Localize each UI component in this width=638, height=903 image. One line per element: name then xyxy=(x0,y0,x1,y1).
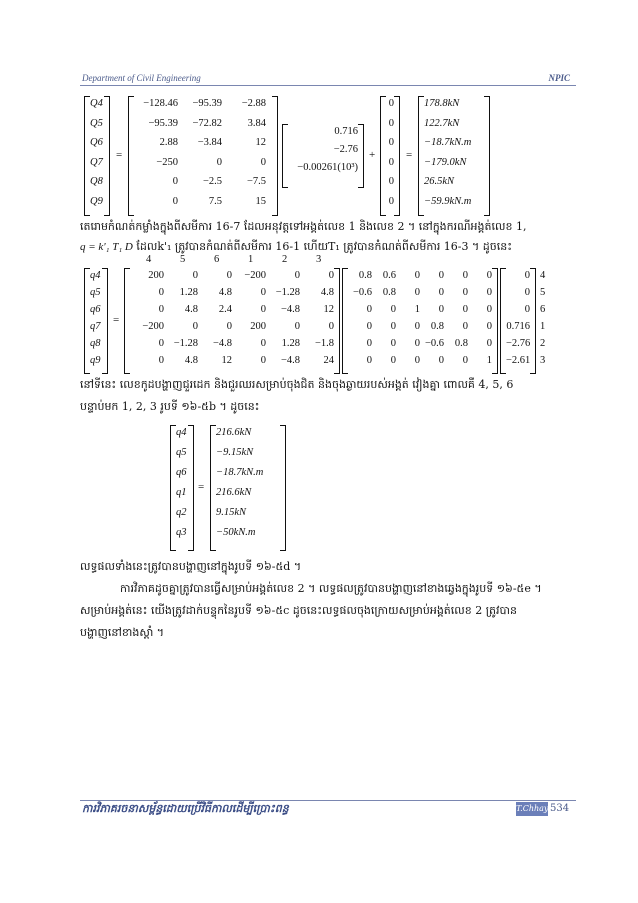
eq1-result-entry: 178.8kN xyxy=(424,98,460,109)
eq2-k-entry: −1.8 xyxy=(314,338,334,349)
eq2-t-entry: 0 xyxy=(486,321,492,332)
eq2-k-entry: 0 xyxy=(192,321,198,332)
header-divider xyxy=(80,85,576,86)
eq1-disp-entry: 0.716 xyxy=(334,126,358,137)
eq1-lhs-vector xyxy=(84,96,110,216)
eq1-disp-entry: −0.00261(10³) xyxy=(297,162,358,173)
eq1-matrix-entry: −250 xyxy=(156,156,178,168)
eq2-t-entry: 0.8 xyxy=(358,270,372,281)
eq1-zero-entry: 0 xyxy=(388,98,394,109)
eq2-t-entry: 0 xyxy=(414,338,420,349)
eq2-k-entry: 0 xyxy=(260,287,266,298)
eq2-column-code: 2 xyxy=(282,254,288,265)
eq2-t-entry: 0 xyxy=(390,355,396,366)
eq1-matrix-entry: −128.46 xyxy=(143,98,178,109)
eq2-row-code: 6 xyxy=(540,304,546,315)
eq2-t-entry: 0 xyxy=(414,287,420,298)
eq1-matrix xyxy=(128,96,278,216)
paragraph-2-formula: q = k'₁ T₁ D xyxy=(80,241,133,253)
eq2-d-entry: 0 xyxy=(524,270,530,281)
eq1-lhs-entry: Q6 xyxy=(90,137,103,148)
eq2-d-entry: 0.716 xyxy=(506,321,530,332)
eq1-lhs-entry: Q9 xyxy=(90,195,103,207)
eq2-k-entry: 4.8 xyxy=(320,287,334,298)
eq2-t-entry: 0 xyxy=(390,321,396,332)
eq2-column-code: 6 xyxy=(214,254,220,265)
eq2-k-entry: 0 xyxy=(226,270,232,281)
eq1-result-entry: 122.7kN xyxy=(424,117,460,129)
eq3-rhs-entry: −18.7kN.m xyxy=(216,467,264,478)
eq1-equals-2: = xyxy=(406,149,413,161)
eq2-t-entry: 0 xyxy=(486,270,492,281)
eq2-t-entry: 0.8 xyxy=(382,287,396,298)
eq3-rhs-entry: −50kN.m xyxy=(216,527,256,538)
header-institute: NPIC xyxy=(548,73,570,83)
eq2-k-entry: 0 xyxy=(328,321,334,332)
eq2-row-code: 1 xyxy=(540,321,546,332)
eq2-k-entry: −4.8 xyxy=(212,338,232,349)
eq1-matrix-entry: −7.5 xyxy=(246,176,266,187)
eq1-lhs-entry: Q4 xyxy=(90,98,103,109)
eq1-zero-entry: 0 xyxy=(388,117,394,129)
eq2-t-entry: 0 xyxy=(486,304,492,315)
eq2-lhs-entry: q5 xyxy=(90,287,101,298)
eq1-result-entry: −59.9kN.m xyxy=(424,195,472,207)
eq2-d-entry: 0 xyxy=(524,287,530,298)
eq2-lhs-entry: q7 xyxy=(90,321,101,332)
paragraph-7: សម្រាប់អង្គត់នេះ យើងត្រូវដាក់បន្ទុកនៃរូបទី ១៦-៥c ដូចនេះលទ្ធផលចុងក្រោយសម្រាប់អង្គត់លេខ 2 ត្រូវបាន xyxy=(80,604,517,617)
eq3-lhs-entry: q4 xyxy=(176,427,187,438)
eq2-lhs-entry: q8 xyxy=(90,338,101,349)
paragraph-4: បន្ទាប់មក 1, 2, 3 រូបទី ១៦-៥b ។ ដូចនេះ xyxy=(80,400,260,413)
eq1-zero-entry: 0 xyxy=(388,176,394,187)
eq2-t-entry: 0 xyxy=(486,338,492,349)
eq2-t-entry: 0 xyxy=(414,355,420,366)
eq2-k-entry: 12 xyxy=(323,304,334,315)
eq2-t-entry: 0 xyxy=(414,270,420,281)
eq3-rhs-entry: −9.15kN xyxy=(216,447,254,458)
eq2-k-entry: 200 xyxy=(250,321,266,332)
eq1-zero-entry: 0 xyxy=(388,156,394,168)
eq1-matrix-entry: −95.39 xyxy=(148,117,178,129)
eq2-stiffness-matrix xyxy=(124,268,340,374)
page-number: 534 xyxy=(550,803,570,814)
eq2-k-entry: 0 xyxy=(158,304,164,315)
paragraph-1: តេរោមកំណត់កម្លាំងក្នុងពីសមីការ 16-7 ដែលអនុវត្តទៅអង្គត់លេខ 1 និងលេខ 2 ។ នៅក្នុងករណីអង្គត់លេខ 1, xyxy=(80,220,527,233)
eq2-t-entry: 0.6 xyxy=(382,270,396,281)
footer-title: ការវិភាគរចនាសម្ព័ន្ធដោយប្រើវិធីកាលដើម្បីប្រោះពន្ធ xyxy=(82,802,289,815)
paragraph-3: នៅទីនេះ លេខកូដបង្ហាញជួរដេក និងជួរឈរសម្រាប់ចុងជិត និងចុងឆ្ងាយរបស់អង្គត់ វៀងគ្នា ពោលគឺ 4, 5, 6 xyxy=(80,378,514,391)
eq2-t-entry: 0 xyxy=(486,287,492,298)
footer-divider xyxy=(80,800,576,801)
eq1-lhs-entry: Q5 xyxy=(90,117,103,129)
eq3-lhs-entry: q5 xyxy=(176,447,187,458)
eq2-row-code: 2 xyxy=(540,338,546,349)
eq1-matrix-entry: 0 xyxy=(260,156,266,168)
footer-author-badge: T.Chhay xyxy=(516,802,548,816)
eq2-lhs-vector xyxy=(84,268,108,374)
eq2-column-code: 1 xyxy=(248,254,254,265)
eq2-k-entry: 0 xyxy=(158,355,164,366)
eq2-k-entry: −4.8 xyxy=(280,304,300,315)
eq2-t-entry: 0 xyxy=(414,321,420,332)
eq2-k-entry: 24 xyxy=(323,355,334,366)
eq2-t-entry: 0 xyxy=(462,355,468,366)
eq3-lhs-entry: q1 xyxy=(176,487,187,498)
eq2-lhs-entry: q9 xyxy=(90,355,101,366)
eq2-d-entry: −2.61 xyxy=(506,355,531,366)
eq1-plus: + xyxy=(369,149,376,161)
eq2-t-entry: 0 xyxy=(462,287,468,298)
eq2-displacement-vector xyxy=(500,268,536,374)
eq3-lhs-vector xyxy=(170,425,194,551)
eq2-column-code: 4 xyxy=(146,254,152,265)
eq2-t-entry: 0 xyxy=(462,304,468,315)
eq1-matrix-entry: 3.84 xyxy=(247,117,266,129)
eq2-k-entry: 4.8 xyxy=(184,355,198,366)
eq3-equals: = xyxy=(198,481,205,493)
eq2-k-entry: 2.4 xyxy=(218,304,232,315)
eq2-k-entry: 0 xyxy=(226,321,232,332)
eq2-k-entry: 1.28 xyxy=(281,338,300,349)
eq2-column-code: 5 xyxy=(180,254,186,265)
eq2-t-entry: 1 xyxy=(486,355,492,366)
eq2-row-code: 4 xyxy=(540,270,546,281)
eq3-rhs-entry: 216.6kN xyxy=(216,487,252,498)
eq2-k-entry: 0 xyxy=(294,270,300,281)
eq1-lhs-entry: Q8 xyxy=(90,176,103,187)
paragraph-2-text: ដែលk'₁ ត្រូវបានកំណត់ពីសមីការ 16-1 ហើយT₁ ត្រូវបានកំណត់ពីសមីការ 16-3 ។ ដូចនេះ xyxy=(132,240,513,253)
eq2-t-entry: 0 xyxy=(438,304,444,315)
eq2-k-entry: 0 xyxy=(158,338,164,349)
eq1-matrix-entry: −3.84 xyxy=(197,137,222,148)
eq2-k-entry: 0 xyxy=(260,338,266,349)
eq2-t-entry: 0 xyxy=(366,304,372,315)
eq2-t-entry: −0.6 xyxy=(352,287,372,298)
eq2-k-entry: −200 xyxy=(142,321,164,332)
eq1-zero-entry: 0 xyxy=(388,195,394,207)
eq3-rhs-entry: 216.6kN xyxy=(216,427,252,438)
eq2-row-code: 3 xyxy=(540,355,546,366)
eq2-t-entry: 1 xyxy=(414,304,420,315)
eq1-result-entry: −179.0kN xyxy=(424,156,467,168)
eq1-lhs-entry: Q7 xyxy=(90,156,103,168)
eq2-k-entry: 0 xyxy=(294,321,300,332)
eq1-matrix-entry: 12 xyxy=(255,137,266,148)
eq3-result-vector xyxy=(210,425,286,551)
eq2-k-entry: −1.28 xyxy=(173,338,198,349)
eq1-disp-entry: −2.76 xyxy=(333,144,358,155)
eq2-k-entry: −4.8 xyxy=(280,355,300,366)
eq2-equals: = xyxy=(113,314,120,326)
eq2-k-entry: 4.8 xyxy=(218,287,232,298)
eq2-t-entry: 0.8 xyxy=(430,321,444,332)
header-department: Department of Civil Engineering xyxy=(82,73,201,83)
eq2-d-entry: −2.76 xyxy=(506,338,531,349)
eq2-k-entry: 0 xyxy=(192,270,198,281)
eq1-matrix-entry: −72.82 xyxy=(192,117,222,129)
eq2-t-entry: 0 xyxy=(438,355,444,366)
eq2-t-entry: 0 xyxy=(462,270,468,281)
eq3-lhs-entry: q3 xyxy=(176,527,187,538)
eq2-transformation-matrix xyxy=(342,268,498,374)
eq2-k-entry: −200 xyxy=(244,270,266,281)
eq1-matrix-entry: 0 xyxy=(172,195,178,207)
eq2-row-code: 5 xyxy=(540,287,546,298)
eq2-t-entry: 0 xyxy=(462,321,468,332)
eq2-t-entry: −0.6 xyxy=(424,338,444,349)
eq2-k-entry: 12 xyxy=(221,355,232,366)
eq2-t-entry: 0 xyxy=(366,355,372,366)
paragraph-8: បង្ហាញនៅខាងស្តាំ ។ xyxy=(80,626,165,639)
eq2-t-entry: 0.8 xyxy=(454,338,468,349)
eq1-matrix-entry: −2.88 xyxy=(241,98,266,109)
eq1-matrix-entry: 0 xyxy=(172,176,178,187)
eq2-t-entry: 0 xyxy=(390,304,396,315)
eq3-lhs-entry: q2 xyxy=(176,507,187,518)
eq3-rhs-entry: 9.15kN xyxy=(216,507,247,518)
eq3-lhs-entry: q6 xyxy=(176,467,187,478)
eq2-k-entry: 200 xyxy=(148,270,164,281)
eq2-lhs-entry: q4 xyxy=(90,270,101,281)
eq1-result-entry: 26.5kN xyxy=(424,176,455,187)
eq2-t-entry: 0 xyxy=(390,338,396,349)
eq1-result-entry: −18.7kN.m xyxy=(424,137,472,148)
eq1-equals: = xyxy=(116,149,123,161)
eq2-column-code: 3 xyxy=(316,254,322,265)
eq2-lhs-entry: q6 xyxy=(90,304,101,315)
eq2-t-entry: 0 xyxy=(438,270,444,281)
eq2-d-entry: 0 xyxy=(524,304,530,315)
eq2-k-entry: 4.8 xyxy=(184,304,198,315)
eq2-t-entry: 0 xyxy=(438,287,444,298)
eq1-zero-vector xyxy=(380,96,400,216)
eq1-matrix-entry: −2.5 xyxy=(202,176,222,187)
eq2-k-entry: 0 xyxy=(328,270,334,281)
eq1-result-vector xyxy=(418,96,490,216)
paragraph-6: ការវិភាគដូចគ្នាត្រូវបានធ្វើសម្រាប់អង្គត់លេខ 2 ។ លទ្ធផលត្រូវបានបង្ហាញនៅខាងឆ្វេងក្នុងរូបទី ១៦-៥e ។ xyxy=(120,582,542,595)
eq1-matrix-entry: 2.88 xyxy=(159,137,178,148)
eq1-matrix-entry: 7.5 xyxy=(208,195,222,207)
eq2-k-entry: −1.28 xyxy=(275,287,300,298)
eq2-k-entry: 0 xyxy=(260,355,266,366)
eq2-t-entry: 0 xyxy=(366,321,372,332)
eq1-displacement xyxy=(282,124,364,188)
eq1-matrix-entry: 15 xyxy=(255,195,266,207)
eq1-matrix-entry: −95.39 xyxy=(192,98,222,109)
eq1-zero-entry: 0 xyxy=(388,137,394,148)
eq1-matrix-entry: 0 xyxy=(216,156,222,168)
eq2-k-entry: 0 xyxy=(158,287,164,298)
paragraph-2 xyxy=(80,238,580,256)
eq2-k-entry: 1.28 xyxy=(179,287,198,298)
paragraph-5: លទ្ធផលទាំងនេះត្រូវបានបង្ហាញនៅក្នុងរូបទី ១៦-៥d ។ xyxy=(80,560,302,573)
eq2-k-entry: 0 xyxy=(260,304,266,315)
eq2-t-entry: 0 xyxy=(366,338,372,349)
